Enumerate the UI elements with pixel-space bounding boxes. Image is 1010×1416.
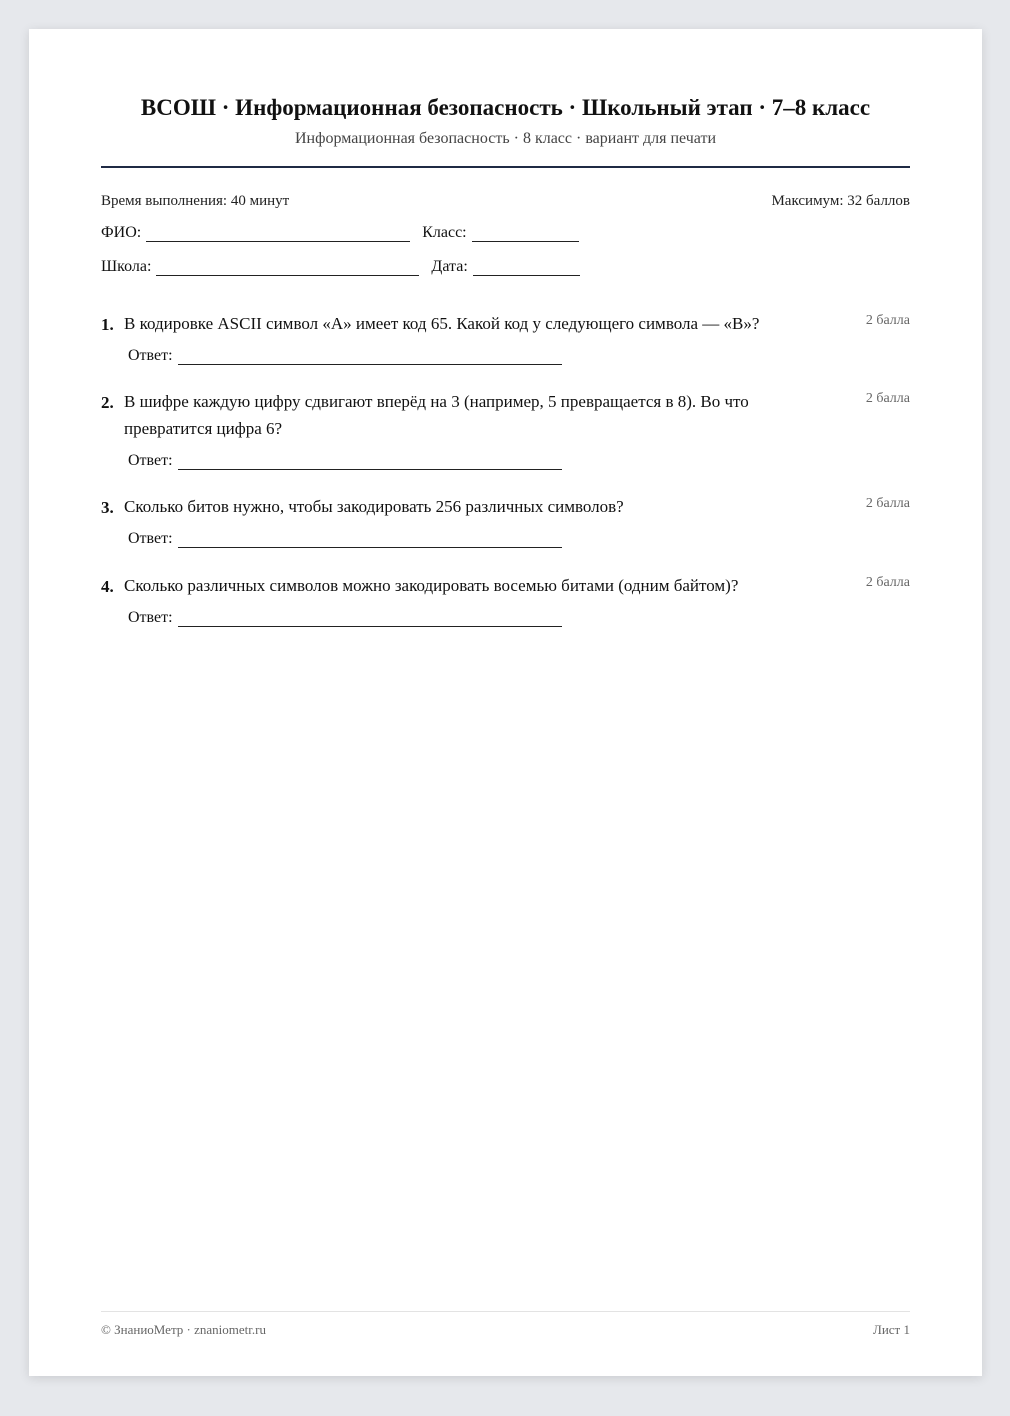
question-number: 1.: [101, 315, 114, 334]
answer-field[interactable]: [178, 612, 562, 627]
class-field[interactable]: [472, 227, 579, 242]
answer-row: [128, 452, 562, 470]
school-field[interactable]: [156, 261, 419, 276]
fio-label: ФИО:: [101, 224, 142, 241]
answer-label: Ответ:: [128, 530, 173, 547]
question-points: 2 балла: [865, 313, 910, 328]
question-number: 4.: [101, 577, 114, 596]
footer-divider: [101, 1311, 910, 1312]
answer-row: [128, 609, 562, 627]
answer-label: Ответ:: [128, 452, 173, 469]
page-subtitle: Информационная безопасность · 8 класс · вариант для печати: [294, 130, 717, 147]
answer-row: [128, 530, 562, 548]
fio-field[interactable]: [146, 227, 410, 242]
answer-label: Ответ:: [128, 347, 173, 364]
question-number: 3.: [101, 498, 114, 517]
document-page: [29, 29, 982, 1376]
question-points: 2 балла: [865, 391, 910, 406]
question-points: 2 балла: [865, 575, 910, 590]
date-field[interactable]: [473, 261, 580, 276]
question-text: В шифре каждую цифру сдвигают вперёд на 3 (например, 5 превращается в 8). Во что превратится цифра 6?: [124, 392, 749, 438]
question-number: 2.: [101, 393, 114, 412]
time-limit: Время выполнения: 40 минут: [101, 193, 290, 209]
header-divider: [101, 166, 910, 168]
page-number: Лист 1: [873, 1322, 910, 1337]
answer-field[interactable]: [178, 533, 562, 548]
fio-class-row: [101, 224, 579, 242]
question-text: Сколько различных символов можно закодировать восемью битами (одним байтом)?: [124, 576, 739, 595]
question-text: Сколько битов нужно, чтобы закодировать 256 различных символов?: [124, 497, 624, 516]
date-label: Дата:: [431, 258, 468, 275]
school-date-row: [101, 258, 580, 276]
footer-copyright: © ЗнаниоМетр · znaniometr.ru: [101, 1322, 266, 1337]
answer-field[interactable]: [178, 455, 562, 470]
class-label: Класс:: [422, 224, 467, 241]
page-title: ВСОШ · Информационная безопасность · Школьный этап · 7–8 класс: [140, 95, 871, 120]
answer-row: [128, 347, 562, 365]
answer-field[interactable]: [178, 350, 562, 365]
max-score: Максимум: 32 баллов: [771, 193, 910, 209]
question-text: В кодировке ASCII символ «A» имеет код 65. Какой код у следующего символа — «B»?: [124, 314, 760, 333]
school-label: Школа:: [101, 258, 152, 275]
answer-label: Ответ:: [128, 609, 173, 626]
question-points: 2 балла: [865, 496, 910, 511]
page-content: [101, 29, 910, 1376]
